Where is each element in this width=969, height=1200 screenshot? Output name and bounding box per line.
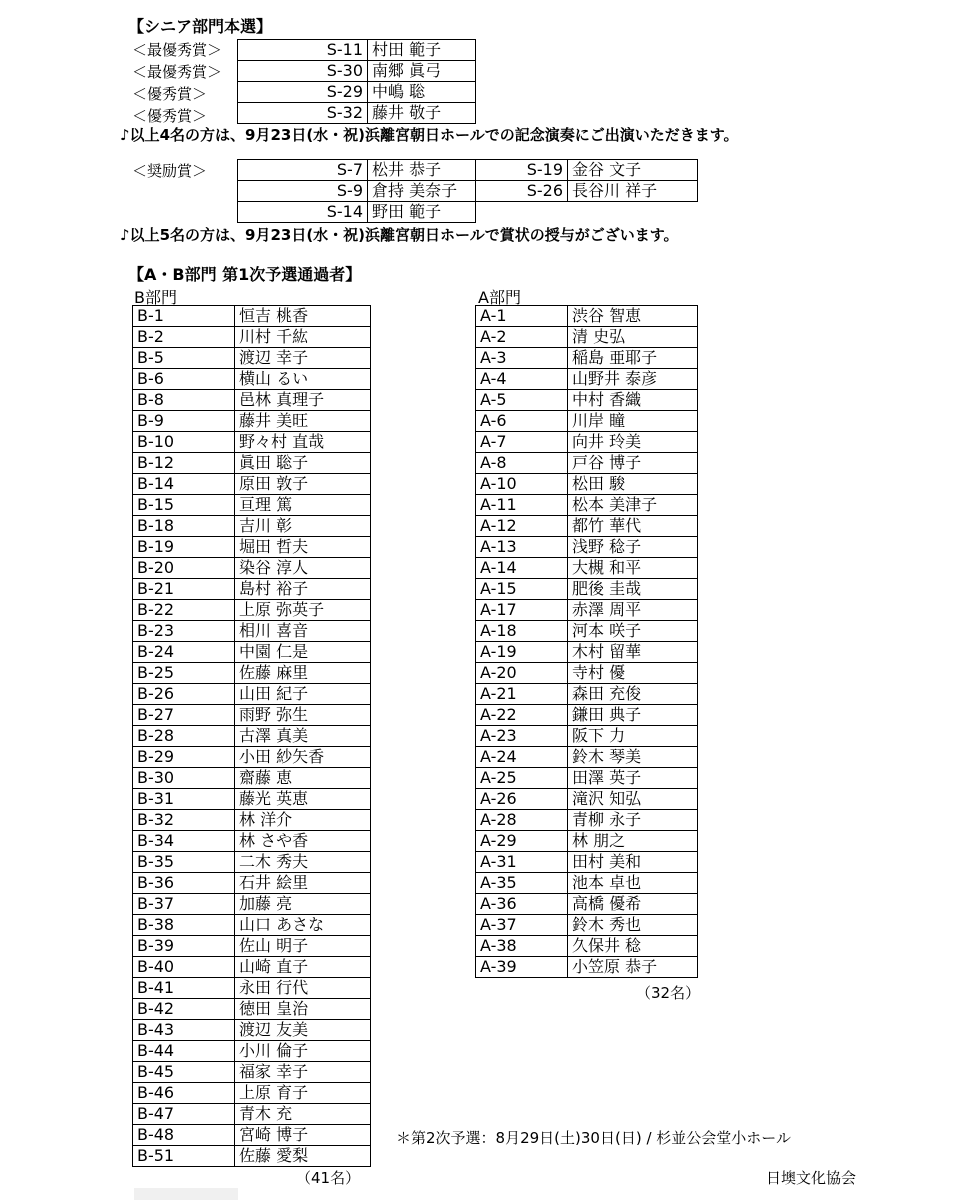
b-list-table xyxy=(132,305,371,1167)
a-entry-code: A-3 xyxy=(476,348,568,369)
table-row xyxy=(476,621,698,642)
table-row xyxy=(133,411,371,432)
table-row xyxy=(476,663,698,684)
senior-title: 【シニア部門本選】 xyxy=(128,17,273,36)
table-row xyxy=(133,1062,371,1083)
b-entry-name: 古澤 真美 xyxy=(235,726,371,747)
b-entry-code: B-30 xyxy=(133,768,235,789)
table-row xyxy=(476,957,698,978)
ab-title: 【A・B部門 第1次予選通過者】 xyxy=(128,265,362,284)
b-entry-name: 堀田 哲夫 xyxy=(235,537,371,558)
award-label: ＜最優秀賞＞ xyxy=(132,41,223,59)
a-entry-name: 阪下 力 xyxy=(568,726,698,747)
entry-name: 倉持 美奈子 xyxy=(368,181,476,202)
a-entry-code: A-2 xyxy=(476,327,568,348)
table-row xyxy=(133,768,371,789)
a-count: （32名） xyxy=(636,984,701,1002)
table-row xyxy=(476,537,698,558)
a-entry-code: A-35 xyxy=(476,873,568,894)
table-row xyxy=(133,852,371,873)
table-row xyxy=(476,705,698,726)
entry-name: 村田 範子 xyxy=(368,40,476,61)
a-entry-name: 戸谷 博子 xyxy=(568,453,698,474)
a-entry-name: 森田 充俊 xyxy=(568,684,698,705)
b-entry-code: B-12 xyxy=(133,453,235,474)
table-row xyxy=(133,432,371,453)
b-entry-code: B-32 xyxy=(133,810,235,831)
table-row xyxy=(133,537,371,558)
a-section-label: A部門 xyxy=(478,288,521,307)
table-row xyxy=(133,873,371,894)
table-row xyxy=(133,663,371,684)
b-entry-code: B-19 xyxy=(133,537,235,558)
table-row xyxy=(133,600,371,621)
a-entry-code: A-26 xyxy=(476,789,568,810)
a-entry-name: 小笠原 恭子 xyxy=(568,957,698,978)
b-entry-name: 徳田 皇治 xyxy=(235,999,371,1020)
table-row xyxy=(476,684,698,705)
table-row xyxy=(476,936,698,957)
a-entry-code: A-38 xyxy=(476,936,568,957)
award-label: ＜最優秀賞＞ xyxy=(132,63,223,81)
b-entry-code: B-22 xyxy=(133,600,235,621)
table-row xyxy=(476,894,698,915)
b-entry-code: B-8 xyxy=(133,390,235,411)
table-row xyxy=(133,474,371,495)
a-entry-code: A-1 xyxy=(476,306,568,327)
entry-name: 野田 範子 xyxy=(368,202,476,223)
a-entry-name: 高橋 優希 xyxy=(568,894,698,915)
table-row xyxy=(238,61,476,82)
table-row xyxy=(476,810,698,831)
a-entry-name: 山野井 泰彦 xyxy=(568,369,698,390)
table-row xyxy=(133,621,371,642)
b-entry-code: B-26 xyxy=(133,684,235,705)
a-entry-code: A-7 xyxy=(476,432,568,453)
b-count: （41名） xyxy=(296,1169,361,1187)
b-entry-code: B-34 xyxy=(133,831,235,852)
b-entry-name: 山口 あさな xyxy=(235,915,371,936)
a-entry-code: A-12 xyxy=(476,516,568,537)
b-entry-name: 川村 千紘 xyxy=(235,327,371,348)
b-entry-name: 染谷 淳人 xyxy=(235,558,371,579)
table-row xyxy=(133,348,371,369)
b-entry-code: B-44 xyxy=(133,1041,235,1062)
table-row xyxy=(238,160,698,181)
b-entry-code: B-36 xyxy=(133,873,235,894)
table-row xyxy=(133,390,371,411)
b-entry-name: 山崎 直子 xyxy=(235,957,371,978)
entry-code: S-14 xyxy=(238,202,368,223)
a-entry-name: 鈴木 秀也 xyxy=(568,915,698,936)
table-row xyxy=(238,181,698,202)
b-entry-name: 佐山 明子 xyxy=(235,936,371,957)
entry-name: 中嶋 聡 xyxy=(368,82,476,103)
empty-cell xyxy=(568,202,698,223)
table-row xyxy=(476,453,698,474)
a-entry-name: 松田 駿 xyxy=(568,474,698,495)
b-entry-code: B-27 xyxy=(133,705,235,726)
a-entry-code: A-15 xyxy=(476,579,568,600)
table-row xyxy=(133,1104,371,1125)
table-row xyxy=(238,82,476,103)
a-entry-name: 松本 美津子 xyxy=(568,495,698,516)
b-entry-name: 永田 行代 xyxy=(235,978,371,999)
entry-code: S-19 xyxy=(476,160,568,181)
b-entry-name: 福家 幸子 xyxy=(235,1062,371,1083)
b-entry-name: 齋藤 恵 xyxy=(235,768,371,789)
a-entry-name: 稲島 亜耶子 xyxy=(568,348,698,369)
table-row xyxy=(133,831,371,852)
b-entry-name: 林 洋介 xyxy=(235,810,371,831)
table-row xyxy=(133,894,371,915)
table-row xyxy=(133,936,371,957)
a-entry-name: 浅野 稔子 xyxy=(568,537,698,558)
entry-name: 金谷 文子 xyxy=(568,160,698,181)
b-entry-code: B-46 xyxy=(133,1083,235,1104)
a-entry-name: 河本 咲子 xyxy=(568,621,698,642)
a-entry-code: A-5 xyxy=(476,390,568,411)
table-row xyxy=(476,411,698,432)
table-row xyxy=(133,327,371,348)
a-entry-code: A-20 xyxy=(476,663,568,684)
table-row xyxy=(133,726,371,747)
a-entry-code: A-28 xyxy=(476,810,568,831)
encouragement-table xyxy=(237,159,698,223)
b-entry-code: B-18 xyxy=(133,516,235,537)
a-entry-name: 久保井 稔 xyxy=(568,936,698,957)
b-entry-name: 藤井 美旺 xyxy=(235,411,371,432)
a-list-table xyxy=(475,305,698,978)
table-row xyxy=(476,852,698,873)
a-entry-code: A-10 xyxy=(476,474,568,495)
a-entry-code: A-13 xyxy=(476,537,568,558)
a-entry-code: A-4 xyxy=(476,369,568,390)
table-row xyxy=(133,978,371,999)
table-row xyxy=(133,1146,371,1167)
senior-prize-table xyxy=(237,39,476,124)
b-entry-code: B-28 xyxy=(133,726,235,747)
b-entry-name: 島村 裕子 xyxy=(235,579,371,600)
table-row xyxy=(476,915,698,936)
a-entry-name: 鈴木 琴美 xyxy=(568,747,698,768)
a-entry-code: A-19 xyxy=(476,642,568,663)
table-row xyxy=(476,495,698,516)
table-row xyxy=(476,873,698,894)
a-entry-name: 池本 卓也 xyxy=(568,873,698,894)
entry-name: 松井 恭子 xyxy=(368,160,476,181)
a-entry-code: A-36 xyxy=(476,894,568,915)
table-row xyxy=(133,747,371,768)
table-row xyxy=(133,579,371,600)
table-row xyxy=(133,1020,371,1041)
b-entry-name: 邑林 真理子 xyxy=(235,390,371,411)
b-entry-code: B-47 xyxy=(133,1104,235,1125)
a-entry-code: A-24 xyxy=(476,747,568,768)
table-row xyxy=(476,789,698,810)
award-label: ＜優秀賞＞ xyxy=(132,107,208,125)
entry-code: S-26 xyxy=(476,181,568,202)
senior-note-2: ♪以上5名の方は、9月23日(水・祝)浜離宮朝日ホールで賞状の授与がございます。 xyxy=(120,226,679,244)
b-entry-name: 渡辺 幸子 xyxy=(235,348,371,369)
entry-name: 藤井 敬子 xyxy=(368,103,476,124)
table-row xyxy=(133,369,371,390)
table-row xyxy=(476,474,698,495)
table-row xyxy=(238,103,476,124)
a-entry-name: 都竹 華代 xyxy=(568,516,698,537)
b-entry-name: 小田 紗矢香 xyxy=(235,747,371,768)
b-entry-code: B-51 xyxy=(133,1146,235,1167)
a-entry-name: 中村 香織 xyxy=(568,390,698,411)
b-entry-code: B-45 xyxy=(133,1062,235,1083)
table-row xyxy=(133,1083,371,1104)
b-entry-code: B-29 xyxy=(133,747,235,768)
table-row xyxy=(476,600,698,621)
b-entry-name: 渡辺 友美 xyxy=(235,1020,371,1041)
a-entry-code: A-23 xyxy=(476,726,568,747)
award-label: ＜優秀賞＞ xyxy=(132,85,208,103)
table-row xyxy=(133,999,371,1020)
b-entry-code: B-9 xyxy=(133,411,235,432)
entry-code: S-32 xyxy=(238,103,368,124)
a-entry-name: 田村 美和 xyxy=(568,852,698,873)
second-round-note: ＊第2次予選：8月29日(土)30日(日) / 杉並公会堂小ホール xyxy=(396,1129,791,1147)
b-entry-name: 眞田 聡子 xyxy=(235,453,371,474)
entry-code: S-30 xyxy=(238,61,368,82)
a-entry-code: A-39 xyxy=(476,957,568,978)
entry-name: 長谷川 祥子 xyxy=(568,181,698,202)
table-row xyxy=(238,202,698,223)
table-row xyxy=(133,705,371,726)
b-entry-name: 恒吉 桃香 xyxy=(235,306,371,327)
a-entry-name: 滝沢 知弘 xyxy=(568,789,698,810)
b-entry-name: 林 さや香 xyxy=(235,831,371,852)
empty-cell xyxy=(476,202,568,223)
b-entry-name: 上原 育子 xyxy=(235,1083,371,1104)
a-entry-name: 向井 玲美 xyxy=(568,432,698,453)
entry-code: S-29 xyxy=(238,82,368,103)
a-entry-code: A-37 xyxy=(476,915,568,936)
b-entry-code: B-21 xyxy=(133,579,235,600)
table-row xyxy=(133,558,371,579)
b-entry-code: B-41 xyxy=(133,978,235,999)
a-entry-code: A-22 xyxy=(476,705,568,726)
table-row xyxy=(133,642,371,663)
b-entry-code: B-38 xyxy=(133,915,235,936)
table-row xyxy=(476,747,698,768)
b-entry-code: B-24 xyxy=(133,642,235,663)
table-row xyxy=(476,306,698,327)
table-row xyxy=(133,1125,371,1146)
table-row xyxy=(476,726,698,747)
b-entry-name: 二木 秀夫 xyxy=(235,852,371,873)
table-row xyxy=(476,831,698,852)
b-entry-name: 中園 仁是 xyxy=(235,642,371,663)
table-row xyxy=(476,369,698,390)
b-entry-code: B-2 xyxy=(133,327,235,348)
b-entry-code: B-25 xyxy=(133,663,235,684)
table-row xyxy=(476,516,698,537)
table-row xyxy=(133,516,371,537)
a-entry-name: 鎌田 典子 xyxy=(568,705,698,726)
a-entry-code: A-31 xyxy=(476,852,568,873)
table-row xyxy=(476,390,698,411)
entry-code: S-11 xyxy=(238,40,368,61)
b-entry-name: 相川 喜音 xyxy=(235,621,371,642)
table-row xyxy=(133,1041,371,1062)
a-entry-name: 渋谷 智恵 xyxy=(568,306,698,327)
b-entry-name: 原田 敦子 xyxy=(235,474,371,495)
table-row xyxy=(238,40,476,61)
page-edge-shading xyxy=(134,1188,238,1200)
a-entry-code: A-8 xyxy=(476,453,568,474)
b-entry-code: B-20 xyxy=(133,558,235,579)
table-row xyxy=(476,579,698,600)
a-entry-code: A-6 xyxy=(476,411,568,432)
b-entry-code: B-40 xyxy=(133,957,235,978)
a-entry-code: A-21 xyxy=(476,684,568,705)
table-row xyxy=(476,327,698,348)
entry-code: S-7 xyxy=(238,160,368,181)
a-entry-name: 寺村 優 xyxy=(568,663,698,684)
a-entry-name: 肥後 圭哉 xyxy=(568,579,698,600)
senior-note-1: ♪以上4名の方は、9月23日(水・祝)浜離宮朝日ホールでの記念演奏にご出演いただきます。 xyxy=(120,126,739,144)
table-row xyxy=(133,495,371,516)
b-entry-name: 亘理 篤 xyxy=(235,495,371,516)
organizer: 日墺文化協会 xyxy=(766,1169,857,1187)
b-entry-name: 雨野 弥生 xyxy=(235,705,371,726)
b-entry-code: B-14 xyxy=(133,474,235,495)
a-entry-code: A-25 xyxy=(476,768,568,789)
b-entry-code: B-5 xyxy=(133,348,235,369)
b-entry-code: B-10 xyxy=(133,432,235,453)
encouragement-label: ＜奨励賞＞ xyxy=(132,162,208,180)
b-entry-code: B-39 xyxy=(133,936,235,957)
b-entry-name: 青木 充 xyxy=(235,1104,371,1125)
b-entry-code: B-42 xyxy=(133,999,235,1020)
b-entry-name: 上原 弥英子 xyxy=(235,600,371,621)
a-entry-name: 林 朋之 xyxy=(568,831,698,852)
a-entry-name: 青柳 永子 xyxy=(568,810,698,831)
a-entry-name: 田澤 英子 xyxy=(568,768,698,789)
table-row xyxy=(133,306,371,327)
b-entry-code: B-35 xyxy=(133,852,235,873)
entry-code: S-9 xyxy=(238,181,368,202)
table-row xyxy=(133,789,371,810)
a-entry-name: 清 史弘 xyxy=(568,327,698,348)
a-entry-name: 大槻 和平 xyxy=(568,558,698,579)
b-entry-code: B-6 xyxy=(133,369,235,390)
a-entry-name: 赤澤 周平 xyxy=(568,600,698,621)
b-entry-name: 佐藤 麻里 xyxy=(235,663,371,684)
table-row xyxy=(476,348,698,369)
table-row xyxy=(133,957,371,978)
b-entry-name: 吉川 彰 xyxy=(235,516,371,537)
b-entry-code: B-43 xyxy=(133,1020,235,1041)
b-entry-code: B-15 xyxy=(133,495,235,516)
a-entry-code: A-11 xyxy=(476,495,568,516)
a-entry-code: A-17 xyxy=(476,600,568,621)
b-entry-code: B-23 xyxy=(133,621,235,642)
senior-prize-labels xyxy=(132,39,222,127)
b-entry-code: B-31 xyxy=(133,789,235,810)
b-entry-name: 野々村 直哉 xyxy=(235,432,371,453)
a-entry-code: A-14 xyxy=(476,558,568,579)
b-entry-code: B-37 xyxy=(133,894,235,915)
b-entry-name: 佐藤 愛梨 xyxy=(235,1146,371,1167)
a-entry-name: 木村 留華 xyxy=(568,642,698,663)
entry-name: 南郷 眞弓 xyxy=(368,61,476,82)
b-entry-name: 横山 るい xyxy=(235,369,371,390)
table-row xyxy=(133,915,371,936)
table-row xyxy=(476,768,698,789)
table-row xyxy=(476,642,698,663)
table-row xyxy=(133,453,371,474)
b-section-label: B部門 xyxy=(134,288,177,307)
b-entry-name: 石井 絵里 xyxy=(235,873,371,894)
b-entry-name: 山田 紀子 xyxy=(235,684,371,705)
table-row xyxy=(476,558,698,579)
b-entry-name: 小川 倫子 xyxy=(235,1041,371,1062)
b-entry-code: B-1 xyxy=(133,306,235,327)
a-entry-name: 川岸 瞳 xyxy=(568,411,698,432)
b-entry-name: 加藤 亮 xyxy=(235,894,371,915)
a-entry-code: A-18 xyxy=(476,621,568,642)
table-row xyxy=(476,432,698,453)
a-entry-code: A-29 xyxy=(476,831,568,852)
b-entry-code: B-48 xyxy=(133,1125,235,1146)
table-row xyxy=(133,684,371,705)
table-row xyxy=(133,810,371,831)
b-entry-name: 宮崎 博子 xyxy=(235,1125,371,1146)
b-entry-name: 藤光 英恵 xyxy=(235,789,371,810)
